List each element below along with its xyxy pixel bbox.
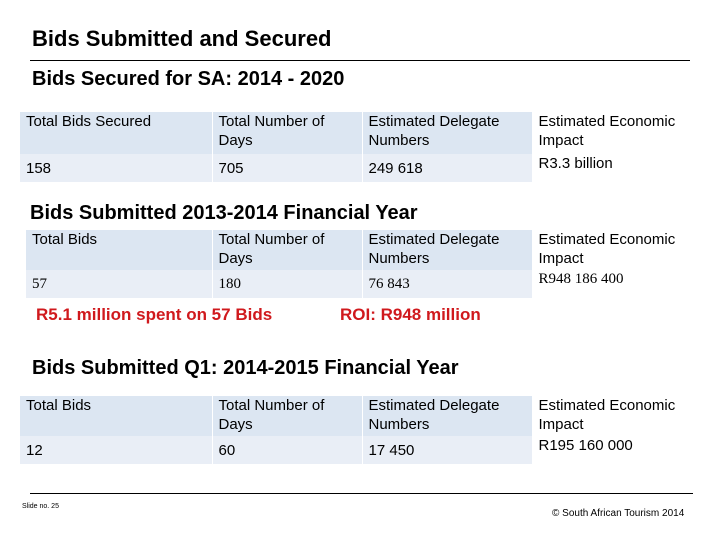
roi-highlight: ROI: R948 million	[340, 305, 481, 324]
header-cell: Estimated Economic Impact	[532, 112, 692, 154]
value-cell: 17 450	[362, 436, 532, 464]
section-heading-bids-submitted-2013-2014: Bids Submitted 2013-2014 Financial Year	[30, 202, 418, 224]
header-cell: Total Bids Secured	[20, 112, 212, 154]
header-cell: Estimated Delegate Numbers	[362, 112, 532, 154]
section-heading-bids-secured: Bids Secured for SA: 2014 - 2020	[32, 68, 345, 90]
value-cell: 76 843	[362, 270, 532, 298]
header-cell: Total Number of Days	[212, 396, 362, 436]
header-cell: Estimated Economic Impact	[532, 396, 692, 436]
value-cell: 180	[212, 270, 362, 298]
header-cell: Total Bids	[20, 396, 212, 436]
table-row	[20, 436, 692, 464]
header-cell: Total Number of Days	[212, 230, 362, 270]
table-header-row	[26, 230, 692, 270]
table-header-row	[20, 112, 692, 154]
value-cell: 60	[212, 436, 362, 464]
spend-highlight: R5.1 million spent on 57 Bids	[36, 305, 273, 324]
copyright-notice: © South African Tourism 2014	[552, 508, 685, 519]
table-row	[26, 270, 692, 298]
value-cell: 705	[212, 154, 362, 182]
page-title: Bids Submitted and Secured	[32, 26, 332, 51]
value-cell: 158	[20, 154, 212, 182]
title-divider	[30, 60, 690, 61]
slide-number: Slide no. 25	[22, 503, 59, 510]
value-cell: R948 186 400	[532, 270, 692, 298]
header-cell: Estimated Delegate Numbers	[362, 230, 532, 270]
table-row	[20, 154, 692, 182]
footer-divider	[30, 493, 693, 494]
value-cell: 57	[26, 270, 212, 298]
table-header-row	[20, 396, 692, 436]
header-cell: Estimated Economic Impact	[532, 230, 692, 270]
bids-submitted-q1-table	[20, 396, 692, 464]
header-cell: Estimated Delegate Numbers	[362, 396, 532, 436]
value-cell: 249 618	[362, 154, 532, 182]
bids-secured-table	[20, 112, 692, 182]
header-cell: Total Number of Days	[212, 112, 362, 154]
bids-submitted-2013-2014-table	[26, 230, 692, 298]
value-cell: 12	[20, 436, 212, 464]
value-cell: R195 160 000	[532, 436, 692, 464]
header-cell: Total Bids	[26, 230, 212, 270]
value-cell: R3.3 billion	[532, 154, 692, 182]
section-heading-bids-submitted-q1: Bids Submitted Q1: 2014-2015 Financial Year	[32, 357, 459, 379]
